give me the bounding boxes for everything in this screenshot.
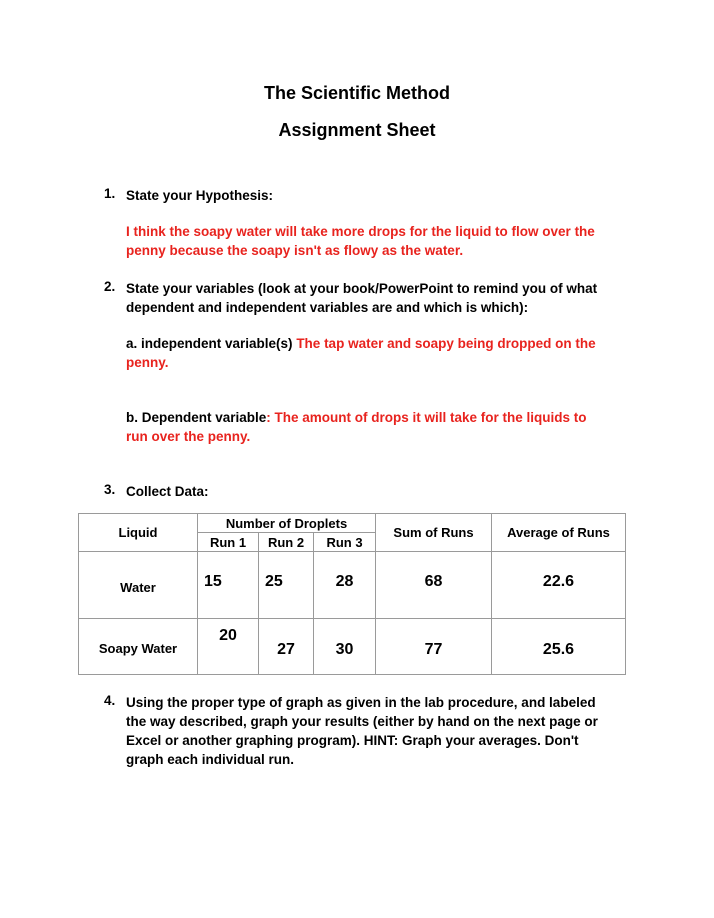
cell-run-3: 30 <box>314 619 376 675</box>
question-2-prompt <box>126 279 646 317</box>
header-sum-of-runs: Sum of Runs <box>376 514 492 552</box>
independent-variable-block <box>126 334 646 372</box>
dependent-variable-answer: : The amount of drops it will take for the liquids to <box>266 410 587 425</box>
cell-average: 25.6 <box>492 619 626 675</box>
table-header-row <box>79 514 626 533</box>
question-1-prompt: State your Hypothesis: <box>126 188 274 203</box>
cell-sum: 68 <box>376 552 492 619</box>
data-table <box>78 513 626 675</box>
question-2-number: 2. <box>104 279 116 294</box>
independent-variable-answer: The tap water and soapy being dropped on the <box>296 336 596 351</box>
header-run-2: Run 2 <box>259 533 314 552</box>
hypothesis-answer-line: penny because the soapy isn't as flowy as the water. <box>126 243 464 258</box>
dependent-variable-block <box>126 408 646 446</box>
page-subtitle: Assignment Sheet <box>278 120 436 140</box>
dependent-variable-answer-cont: run over the penny. <box>126 429 251 444</box>
table-row <box>79 552 626 619</box>
independent-variable-answer-cont: penny. <box>126 355 169 370</box>
cell-run-3: 28 <box>314 552 376 619</box>
cell-average: 22.6 <box>492 552 626 619</box>
hypothesis-answer-line: I think the soapy water will take more drops for the liquid to flow over the <box>126 224 595 239</box>
cell-sum: 77 <box>376 619 492 675</box>
header-run-3: Run 3 <box>314 533 376 552</box>
question-2-prompt-line: State your variables (look at your book/PowerPoint to remind you of what <box>126 281 598 296</box>
question-4-line: the way described, graph your results (either by hand on the next page or <box>126 714 598 729</box>
dependent-variable-label: b. Dependent variable <box>126 410 267 425</box>
cell-run-1: 15 <box>198 552 259 619</box>
cell-run-2: 25 <box>259 552 314 619</box>
header-number-of-droplets: Number of Droplets <box>198 514 376 533</box>
page-title: The Scientific Method <box>263 83 450 103</box>
cell-run-2: 27 <box>259 619 314 675</box>
table-row <box>79 619 626 675</box>
cell-run-1: 20 <box>198 619 259 675</box>
question-1-number: 1. <box>104 186 116 201</box>
question-4-line: graph each individual run. <box>126 752 295 767</box>
hypothesis-answer <box>126 222 646 260</box>
header-average-of-runs: Average of Runs <box>492 514 626 552</box>
header-liquid: Liquid <box>79 514 198 552</box>
question-3-number: 3. <box>104 482 116 497</box>
question-4-number: 4. <box>104 693 116 708</box>
question-2-prompt-line: dependent and independent variables are and which is which): <box>126 300 529 315</box>
header-run-1: Run 1 <box>198 533 259 552</box>
question-4-line: Using the proper type of graph as given in the lab procedure, and labeled <box>126 695 596 710</box>
question-4-prompt <box>126 693 646 769</box>
cell-liquid: Soapy Water <box>79 619 198 675</box>
question-4-line: Excel or another graphing program). HINT: Graph your averages. Don't <box>126 733 579 748</box>
cell-liquid: Water <box>79 552 198 619</box>
independent-variable-label: a. independent variable(s) <box>126 336 293 351</box>
question-3-prompt: Collect Data: <box>126 484 209 499</box>
